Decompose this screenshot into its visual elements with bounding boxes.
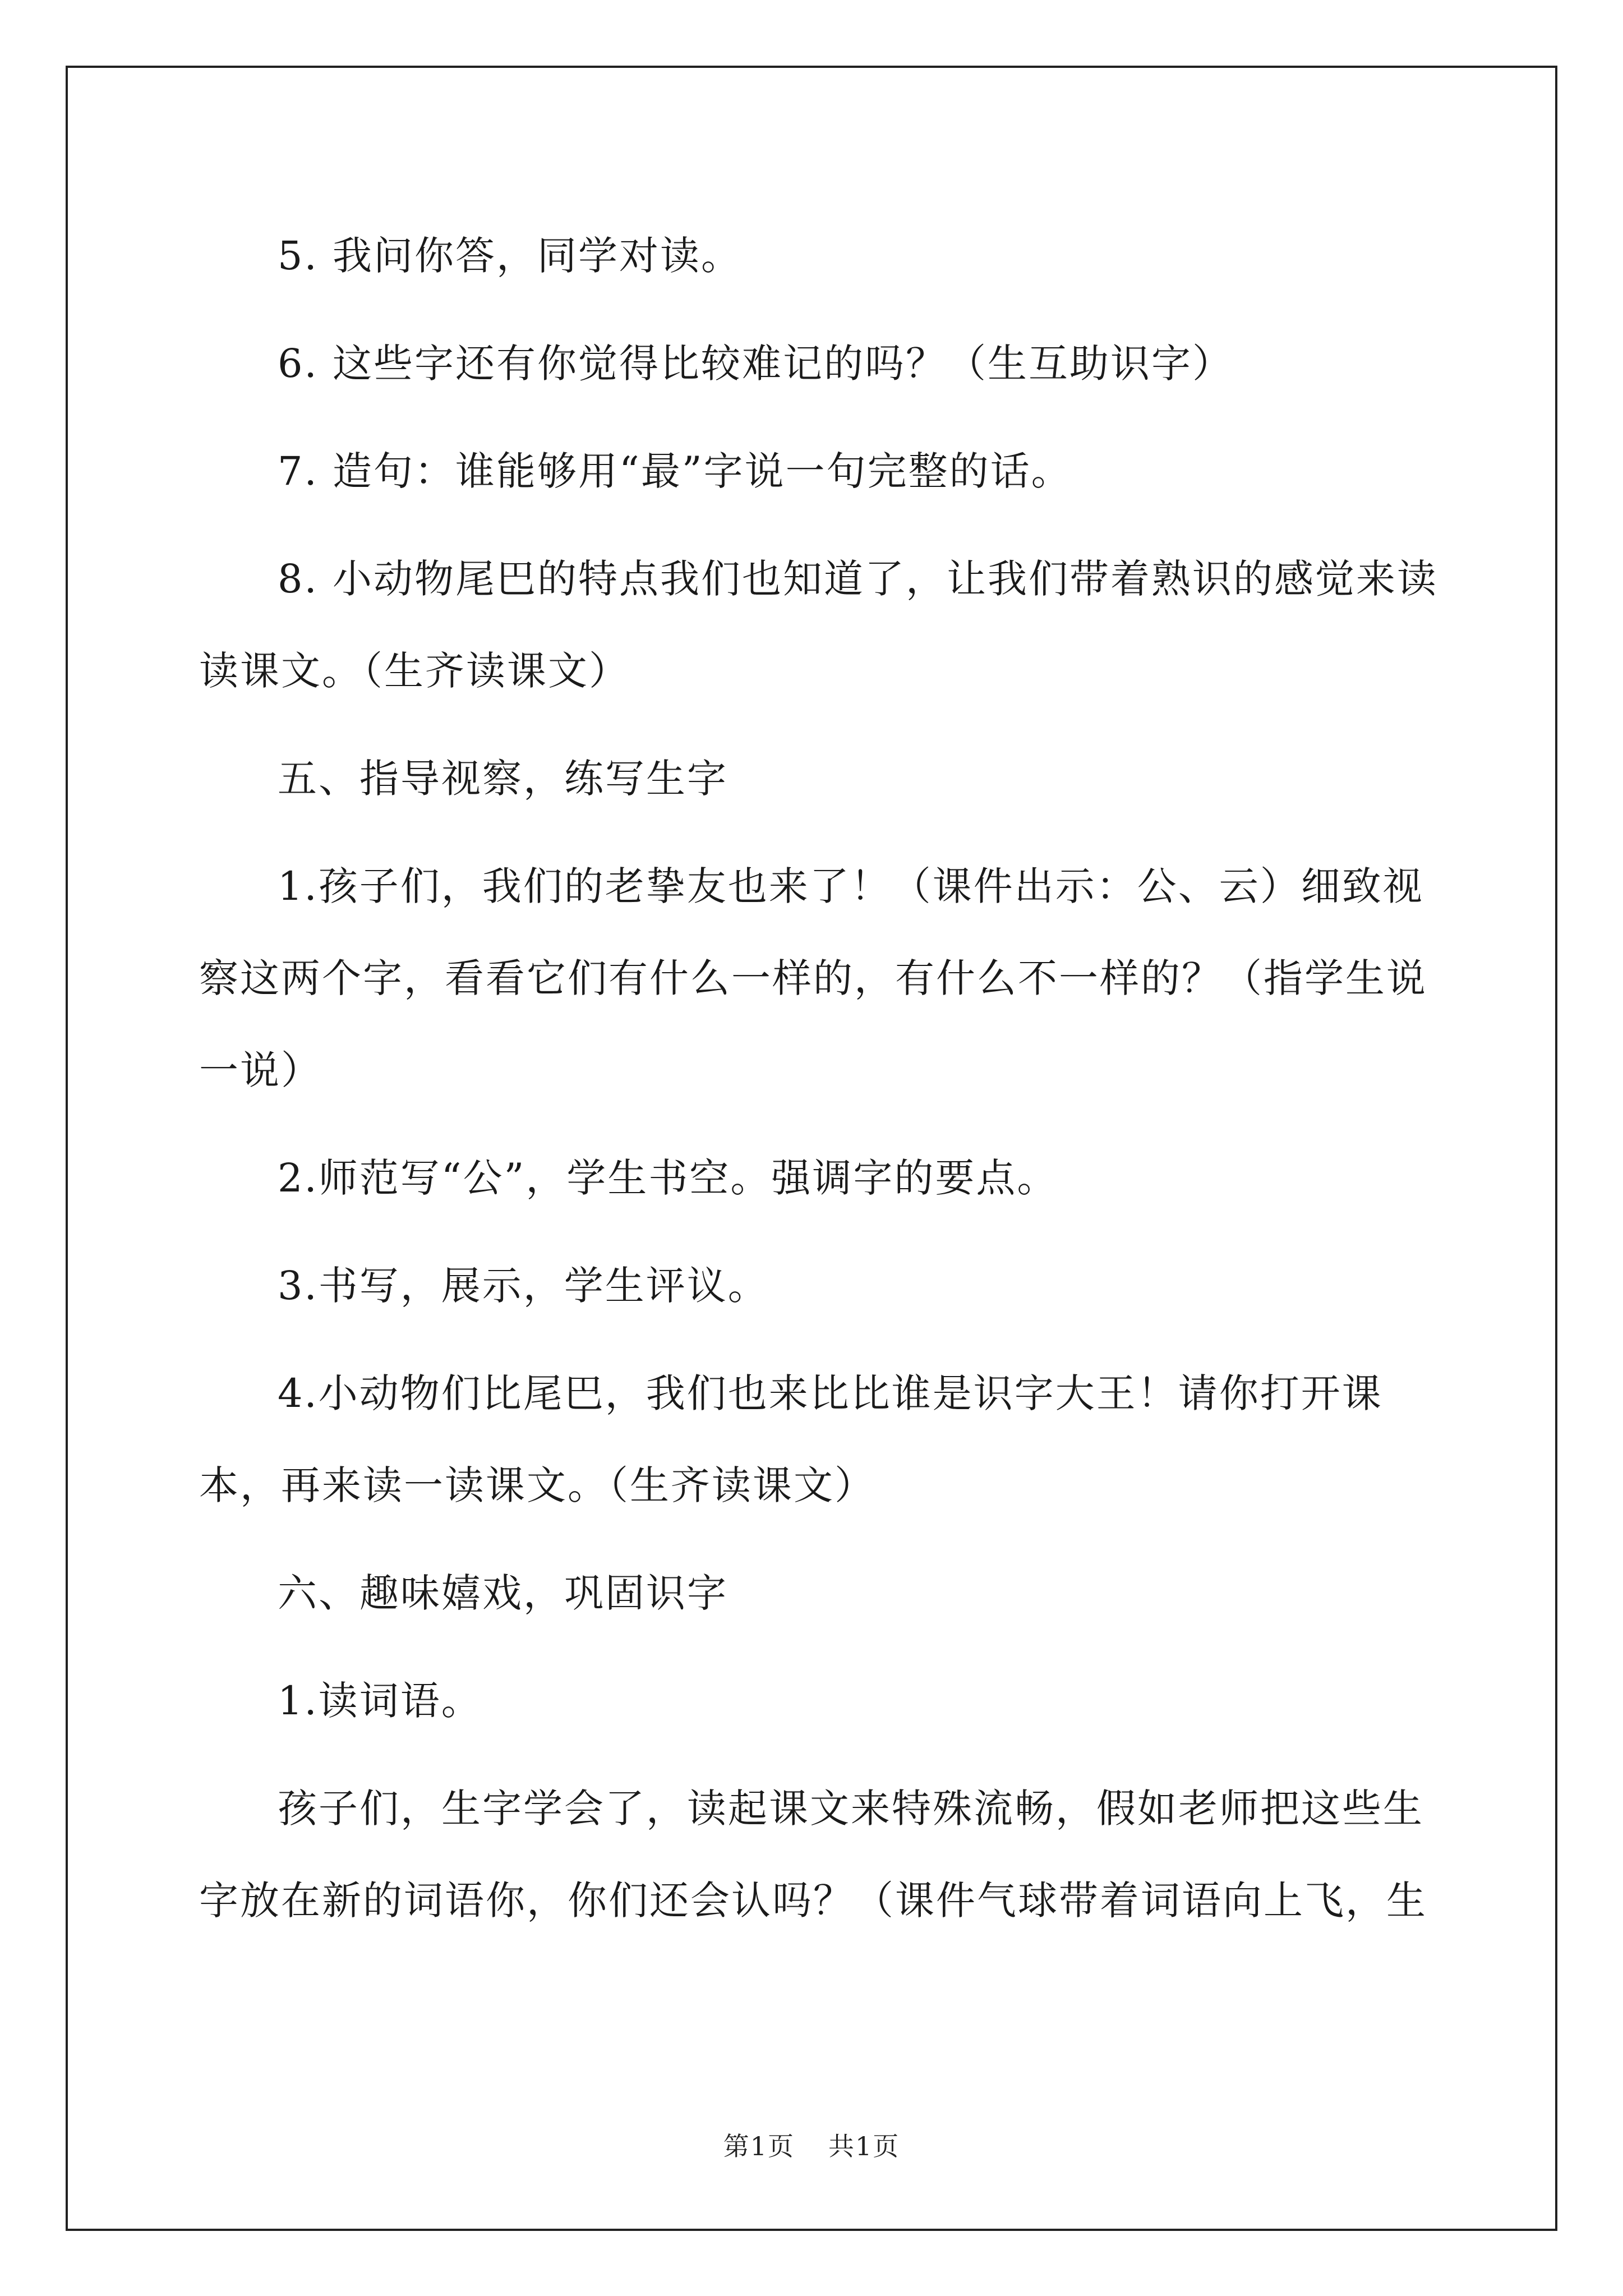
document-body xyxy=(199,210,1455,1962)
paragraph: 7. 造句：谁能够用“最”字说一句完整的话。 xyxy=(278,448,1072,494)
paragraph: 3.书写，展示，学生评议。 xyxy=(278,1263,769,1309)
paragraph: 2.师范写“公”，学生书空。强调字的要点。 xyxy=(278,1155,1058,1201)
section-heading: 五、指导视察，练写生字 xyxy=(278,756,728,802)
paragraph: 1.孩子们，我们的老挚友也来了！（课件出示：公、云）细致视察这两个字，看看它们有什么一样的，有什么不一样的？（指学生说一说） xyxy=(199,863,1427,1093)
paragraph: 6. 这些字还有你觉得比较难记的吗？（生互助识字） xyxy=(278,341,1234,386)
page-number: 第1页 xyxy=(723,2131,795,2161)
paragraph: 8. 小动物尾巴的特点我们也知道了，让我们带着熟识的感觉来读读课文。（生齐读课文） xyxy=(199,556,1438,694)
paragraph: 1.读词语。 xyxy=(278,1678,482,1724)
paragraph: 孩子们，生字学会了，读起课文来特殊流畅，假如老师把这些生字放在新的词语你，你们还会认吗？（课件气球带着词语向上飞，生 xyxy=(199,1786,1427,1924)
page-footer xyxy=(0,2126,1623,2163)
section-heading: 六、趣味嬉戏，巩固识字 xyxy=(278,1570,728,1616)
paragraph: 4.小动物们比尾巴，我们也来比比谁是识字大王！请你打开课本，再来读一读课文。（生齐读课文） xyxy=(199,1370,1383,1508)
paragraph: 5. 我问你答，同学对读。 xyxy=(278,233,743,279)
page-total: 共1页 xyxy=(828,2131,900,2161)
